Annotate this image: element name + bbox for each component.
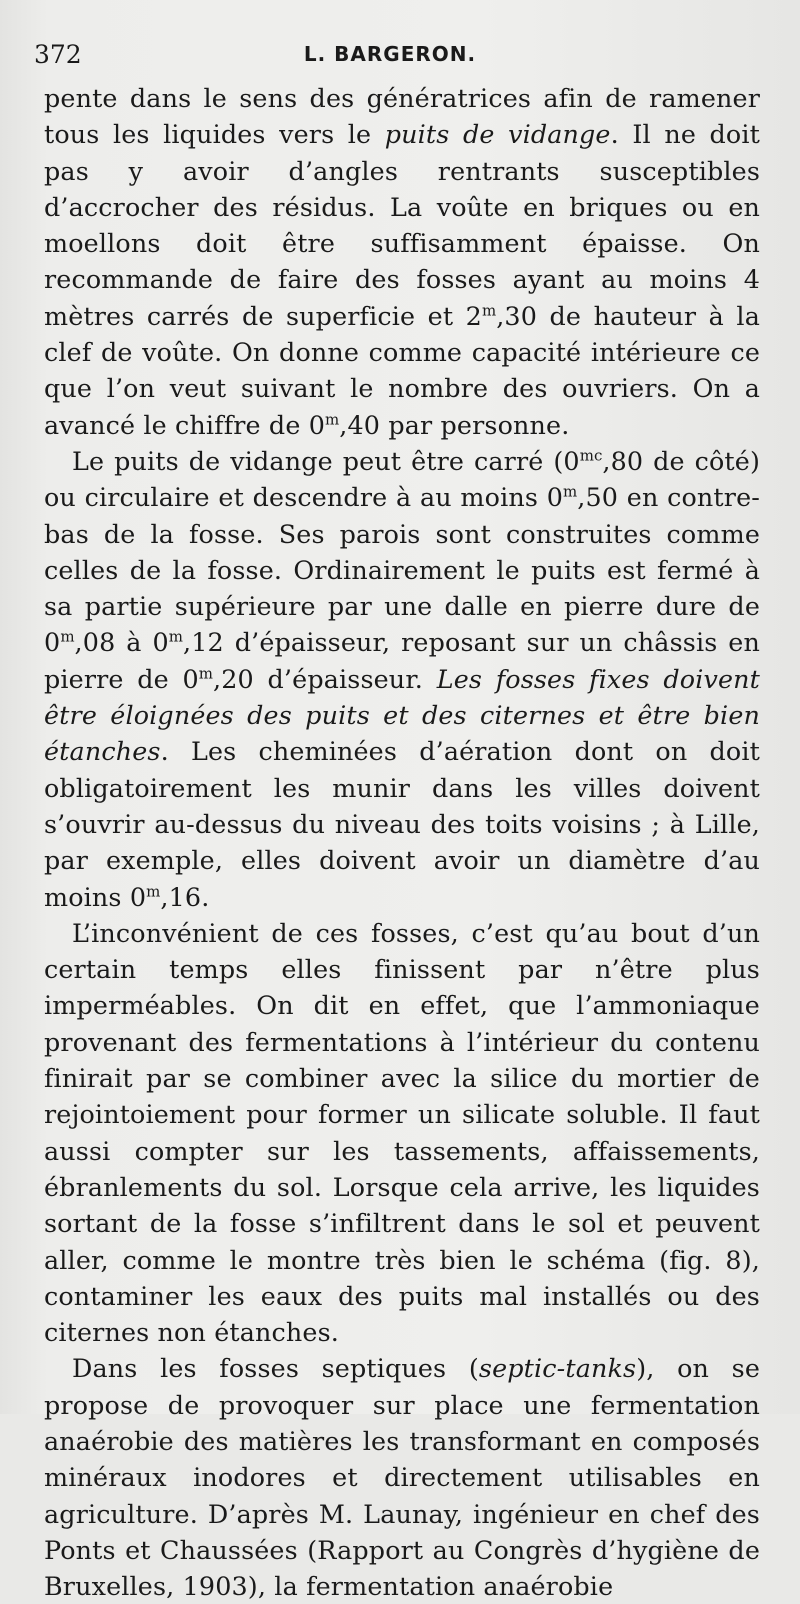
text-run: ,12 d’épaisseur, reposant sur un châssis en pierre de 0	[44, 627, 760, 694]
unit-superscript: m	[198, 664, 214, 682]
text-run: ,20 d’épaisseur.	[213, 663, 437, 694]
text-run: ,08 à 0	[74, 627, 169, 658]
text-run: ,30 de hauteur à la clef de voûte. On donne comme capacité intérieure ce que l’on veut suivant le nombre des ouvriers. On a avancé le chiffre de 0	[44, 300, 760, 440]
text-run: Dans les fosses septiques (	[72, 1353, 479, 1384]
italic-text: puits de vidange	[384, 119, 611, 150]
italic-text: septic-tanks	[478, 1353, 637, 1384]
running-head: L. BARGERON.	[303, 42, 477, 66]
italic-text: Les fosses fixes doivent être éloignées des puits et des citernes et être bien étanches	[44, 663, 760, 767]
unit-superscript: m	[563, 482, 578, 501]
text-run: ), on se propose de provoquer sur place une fermentation anaérobie des matières les transformant en composés minéraux inodores et directement utilisables en agriculture. D’après M. Launay, ingénieur en chef des Ponts et Chaussées (Rapport au Congrès d’hygiène de Bruxelles, 1903), la fermentation anaérobie	[44, 1353, 760, 1602]
paragraph	[44, 915, 760, 1351]
text-run: Le puits de vidange peut être carré (0	[72, 445, 580, 476]
text-run: . Les cheminées d’aération dont on doit obligatoirement les munir dans les villes doivent s’ouvrir au-dessus du niveau des toits voisins ; à Lille, par exemple, elles doivent avoir un diamètre d’au moins 0	[44, 736, 760, 912]
page-number: 372	[34, 40, 82, 69]
text-run: ,16.	[160, 881, 210, 912]
page-header	[34, 34, 766, 74]
unit-superscript: m	[60, 627, 75, 646]
text-run: ,80 de côté) ou circulaire et descendre à au moins 0	[44, 445, 760, 513]
text-run: pente dans le sens des génératrices afin de ramener tous les liquides vers le	[44, 83, 760, 150]
paragraph	[44, 443, 760, 915]
text-run: L’inconvénient de ces fosses, c’est qu’au bout d’un certain temps elles finissent par n’être plus imperméables. On dit en effet, que l’ammoniaque provenant des fermentations à l’intérieur du contenu finirait par se combiner avec la silice du mortier de rejointoiement pour former un silicate soluble. Il faut aussi compter sur les tassements, affaissements, ébranlements du sol. Lorsque cela arrive, les liquides sortant de la fosse s’infiltrent dans le sol et peuvent aller, comme le montre très bien le schéma (fig. 8), contaminer les eaux des puits mal installés ou des citernes non étanches.	[44, 917, 760, 1348]
unit-superscript: m	[325, 409, 340, 428]
unit-superscript: m	[146, 881, 161, 900]
paragraph	[44, 80, 760, 443]
text-run: ,40 par personne.	[339, 409, 570, 440]
unit-superscript: m	[481, 301, 497, 320]
unit-superscript: mc	[579, 446, 603, 465]
paragraph	[44, 1350, 760, 1604]
body-text	[44, 80, 760, 1604]
text-run: . Il ne doit pas y avoir d’angles rentrants susceptibles d’accrocher des résidus. La voûte en briques ou en moellons doit être suffisamment épaisse. On recommande de faire des fosses ayant au moins 4 mètres carrés de superficie et 2	[44, 119, 760, 331]
unit-superscript: m	[168, 627, 183, 646]
text-run: ,50 en contre-bas de la fosse. Ses parois sont construites comme celles de la fosse. Ordinairement le puits est fermé à sa partie supérieure par une dalle en pierre dure de 0	[44, 482, 760, 658]
